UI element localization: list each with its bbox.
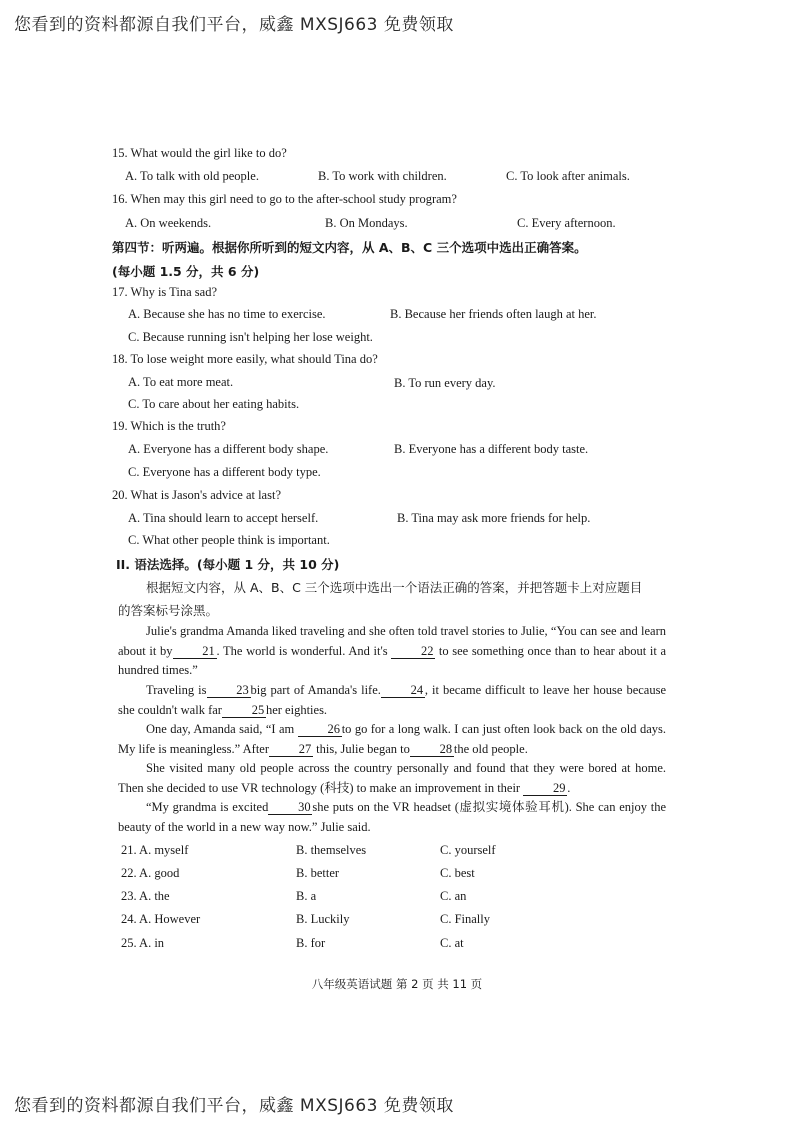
question-17-option-b: B. Because her friends often laugh at her. [390, 307, 597, 321]
question-20-stem: 20. What is Jason's advice at last? [112, 488, 281, 502]
passage-text: the old people. [453, 741, 528, 756]
blank-22: 22 [391, 644, 435, 659]
passage-paragraph-2 [118, 681, 666, 720]
question-19-stem: 19. Which is the truth? [112, 419, 226, 433]
question-16-stem: 16. When may this girl need to go to the after-school study program? [112, 192, 457, 206]
blank-26: 26 [298, 722, 342, 737]
option-21-b: B. themselves [296, 843, 367, 857]
passage-text: her eighties. [265, 702, 328, 717]
question-16-option-c: C. Every afternoon. [517, 216, 616, 230]
option-22-c: C. best [440, 866, 475, 880]
question-15-option-c: C. To look after animals. [506, 169, 630, 183]
blank-28: 28 [410, 742, 454, 757]
blank-27: 27 [269, 742, 313, 757]
passage-text: , it became difficult to leave her house because she couldn't walk far [118, 683, 666, 717]
passage-text: “My grandma is excited [146, 800, 269, 814]
passage-paragraph-5 [118, 798, 666, 837]
grammar-instruction-line-2: 的答案标号涂黑。 [118, 603, 219, 618]
option-24-b: B. Luckily [296, 912, 350, 926]
question-16-option-b: B. On Mondays. [325, 216, 408, 230]
option-21-a: 21. A. myself [121, 843, 189, 857]
question-15-stem: 15. What would the girl like to do? [112, 146, 287, 160]
question-19-option-a: A. Everyone has a different body shape. [128, 442, 329, 456]
passage-text: . [567, 780, 571, 795]
option-25-b: B. for [296, 936, 326, 950]
question-19-option-b: B. Everyone has a different body taste. [394, 442, 589, 456]
question-18-option-b: B. To run every day. [394, 376, 496, 390]
passage-text: She visited many old people across the country personally and found that they were bored at home. Then she decided to use VR technology (科技) to make an improvement in their [118, 761, 666, 795]
blank-21: 21 [173, 644, 217, 659]
page-footer: 八年级英语试题 第 2 页 共 11 页 [311, 977, 483, 991]
blank-30: 30 [268, 800, 312, 815]
blank-25: 25 [222, 703, 266, 718]
option-22-b: B. better [296, 866, 340, 880]
question-17-option-a: A. Because she has no time to exercise. [128, 307, 326, 321]
watermark-top: 您看到的资料都源自我们平台，威鑫 MXSJ663 免费领取 [14, 15, 454, 35]
passage-paragraph-4 [118, 759, 666, 798]
option-24-a: 24. A. However [121, 912, 201, 926]
option-24-c: C. Finally [440, 912, 491, 926]
question-17-option-c: C. Because running isn't helping her lose weight. [128, 330, 373, 344]
passage-text: . The world is wonderful. And it's [216, 643, 388, 658]
question-18-option-a: A. To eat more meat. [128, 375, 234, 389]
passage-text: to see something once than to hear about it a hundred times.” [118, 643, 666, 677]
option-25-a: 25. A. in [121, 936, 165, 950]
option-25-c: C. at [440, 936, 464, 950]
question-15-option-b: B. To work with children. [318, 169, 447, 183]
question-20-option-c: C. What other people think is important. [128, 533, 330, 547]
passage-text: big part of Amanda's life. [250, 683, 381, 697]
passage-text: One day, Amanda said, “I am [146, 722, 295, 736]
passage-text: this, Julie began to [316, 741, 410, 756]
section-4-heading: 第四节：听两遍。根据你所听到的短文内容，从 A、B、C 三个选项中选出正确答案。 [112, 240, 587, 255]
blank-24: 24 [381, 683, 425, 698]
passage-paragraph-3 [118, 720, 666, 759]
option-23-c: C. an [440, 889, 467, 903]
question-20-option-b: B. Tina may ask more friends for help. [397, 511, 591, 525]
blank-23: 23 [207, 683, 251, 698]
option-21-c: C. yourself [440, 843, 496, 857]
passage-text: Traveling is [146, 683, 207, 697]
question-19-option-c: C. Everyone has a different body type. [128, 465, 321, 479]
grammar-heading: II. 语法选择。(每小题 1 分，共 10 分) [116, 557, 340, 572]
passage-text: she puts on the VR headset (虚拟实境体验耳机). She can enjoy the beauty of the world in a new way now.” Julie said. [118, 800, 667, 834]
option-23-a: 23. A. the [121, 889, 170, 903]
question-17-stem: 17. Why is Tina sad? [112, 285, 217, 299]
option-23-b: B. a [296, 889, 317, 903]
option-22-a: 22. A. good [121, 866, 180, 880]
grammar-instruction-line-1: 根据短文内容，从 A、B、C 三个选项中选出一个语法正确的答案，并把答题卡上对应题目 [146, 580, 643, 595]
blank-29: 29 [523, 781, 567, 796]
question-20-option-a: A. Tina should learn to accept herself. [128, 511, 319, 525]
section-4-score: (每小题 1.5 分，共 6 分) [112, 264, 260, 279]
passage-paragraph-1 [118, 622, 666, 681]
question-16-option-a: A. On weekends. [125, 216, 212, 230]
question-18-option-c: C. To care about her eating habits. [128, 397, 300, 411]
question-18-stem: 18. To lose weight more easily, what should Tina do? [112, 352, 378, 366]
passage-text: to go for a long walk. I can just often look back on the old days. My life is meaningless.” After [118, 722, 666, 756]
question-15-option-a: A. To talk with old people. [125, 169, 259, 183]
passage-text: Julie's grandma Amanda liked traveling and she often told travel stories to Julie, “You can see and learn about it by [118, 624, 666, 658]
watermark-bottom: 您看到的资料都源自我们平台，威鑫 MXSJ663 免费领取 [14, 1096, 454, 1116]
